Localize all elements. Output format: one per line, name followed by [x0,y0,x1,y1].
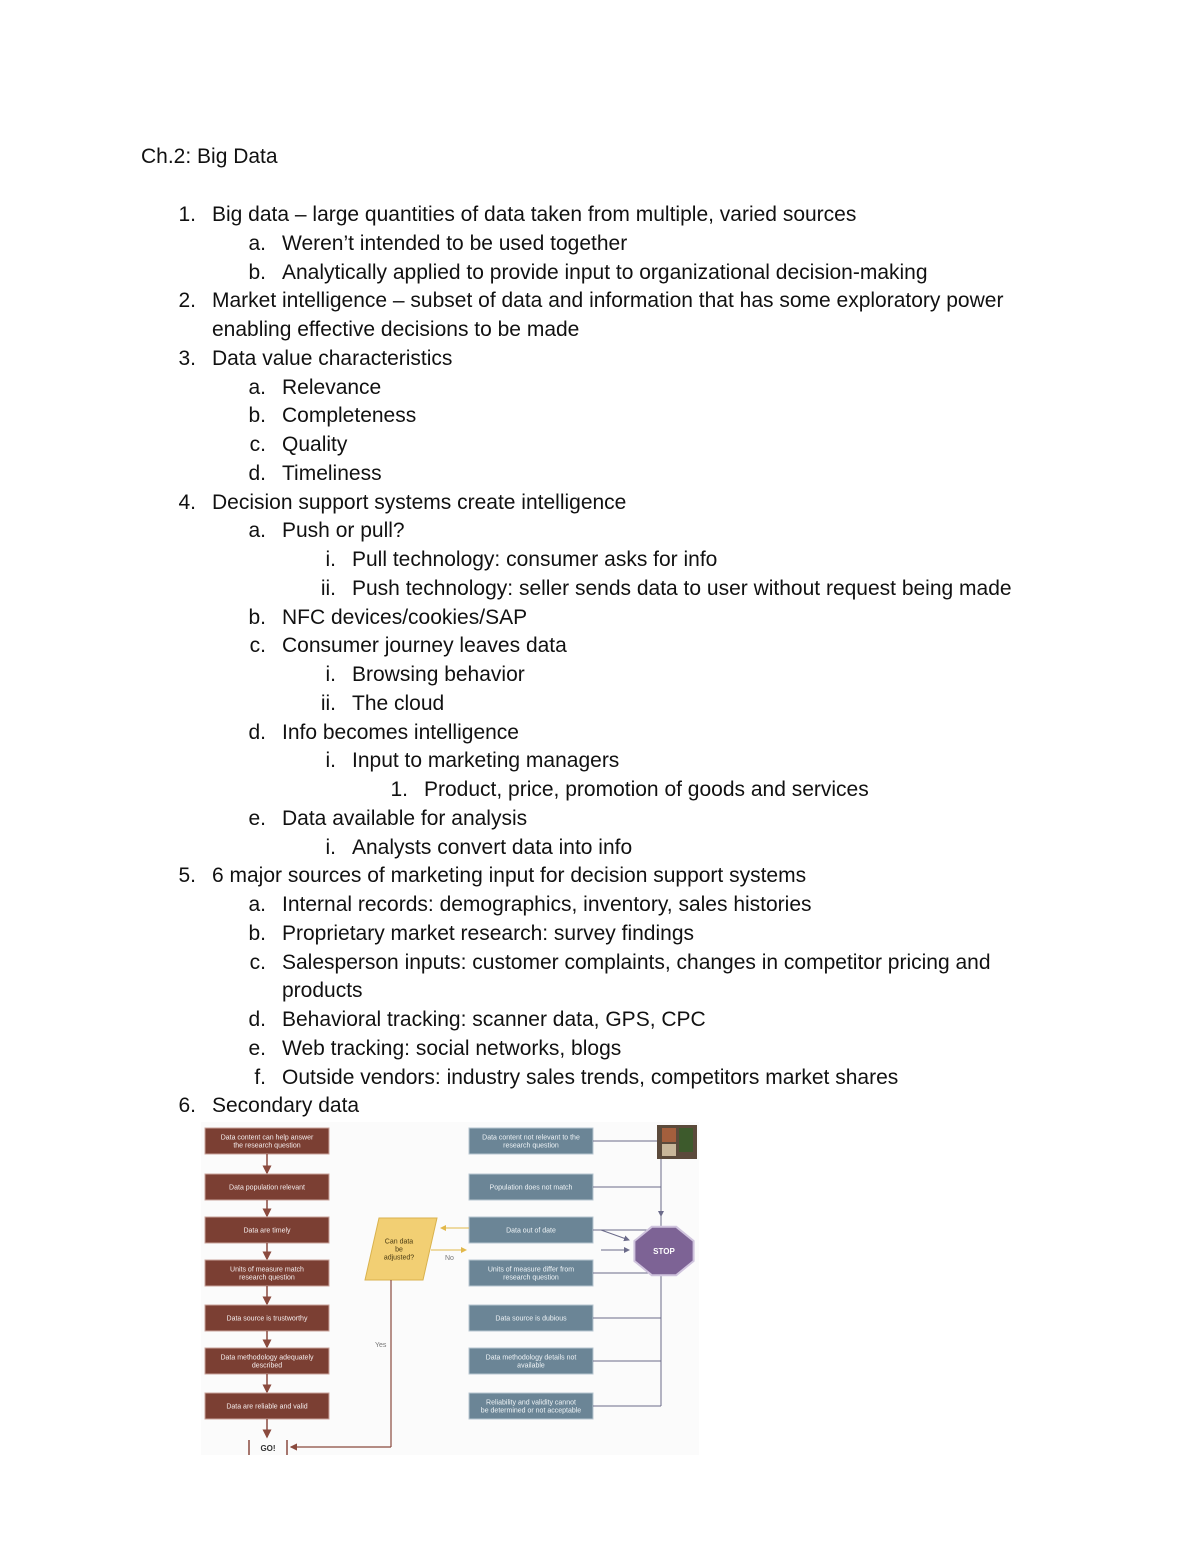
list-marker: b. [248,260,266,284]
list-marker: c. [249,950,266,974]
list-marker: d. [248,720,266,744]
list-marker: b. [248,605,266,629]
list-marker: b. [248,404,266,428]
flow-box-label: Units of measure differ from research question [487,1266,575,1282]
list-text: Product, price, promotion of goods and services [424,778,869,801]
stop-label: STOP [653,1247,675,1256]
list-marker: 4. [178,490,196,514]
list-text: The cloud [352,691,445,715]
list-marker: 5. [178,864,196,888]
list-text: 6 major sources of marketing input for decision support systems [212,864,807,888]
flow-box-label: Data are timely [243,1227,291,1235]
list-text: Analysts convert data into info [352,835,633,859]
list-marker: 1. [178,203,196,226]
flow-box-label: Units of measure match research question [230,1266,304,1282]
list-text: Salesperson inputs: customer complaints, changes in competitor pricing and [282,950,991,974]
list-text: Input to marketing managers [352,749,620,773]
list-marker: 6. [178,1094,196,1118]
list-marker: c. [249,433,266,456]
list-marker: a. [248,519,266,543]
corner-photo-detail [662,1128,676,1142]
list-marker: i. [325,749,336,773]
list-marker: a. [248,375,266,399]
list-text: Behavioral tracking: scanner data, GPS, CPC [282,1008,706,1031]
list-text: Pull technology: consumer asks for info [352,548,718,571]
flow-box-label: Data population relevant [229,1184,305,1192]
list-text: Data value characteristics [212,346,453,370]
list-marker: ii. [320,691,336,715]
list-text: NFC devices/cookies/SAP [282,605,528,629]
list-text: Push technology: seller sends data to user without request being made [352,576,1012,600]
list-text: Internal records: demographics, inventory, sales histories [282,893,812,916]
list-text: Big data – large quantities of data taken from multiple, varied sources [212,203,857,226]
list-marker: i. [325,835,336,859]
flow-box-label: Data source is dubious [495,1315,567,1323]
flow-box-label: Data methodology details not available [485,1354,577,1370]
list-text: Data available for analysis [282,806,528,830]
secondary-data-flowchart [201,1122,699,1455]
list-marker: ii. [320,576,336,600]
list-text: Market intelligence – subset of data and information that has some exploratory power [212,289,1004,313]
list-marker: a. [248,231,266,255]
flow-box-label: Data out of date [506,1227,556,1235]
flow-box-label: Data content not relevant to the research question [482,1134,580,1150]
list-marker: i. [325,663,336,686]
corner-photo-detail [679,1128,693,1152]
list-text: Timeliness [282,461,382,485]
no-label: No [445,1255,454,1262]
corner-photo-detail [662,1144,676,1156]
flow-box-label: Data are reliable and valid [226,1403,308,1411]
list-text: Weren’t intended to be used together [282,231,628,255]
list-marker: e. [248,1036,266,1060]
yes-label: Yes [375,1342,387,1349]
list-marker: d. [248,1008,266,1031]
list-text: Info becomes intelligence [282,720,519,744]
list-marker: a. [248,893,266,916]
flow-box-label: Reliability and validity cannot be determined or not acceptable [480,1399,582,1415]
flow-box-label: Data methodology adequately described [220,1354,314,1370]
list-marker: f. [254,1065,266,1089]
list-text: Proprietary market research: survey findings [282,921,694,945]
list-text: Completeness [282,404,417,428]
list-text: products [282,979,363,1003]
list-text: Browsing behavior [352,663,525,686]
list-text: Secondary data [212,1094,360,1118]
list-marker: d. [248,461,266,485]
flow-box-label: Data content can help answer the research question [220,1134,314,1150]
list-text: Relevance [282,375,382,399]
list-marker: 2. [178,289,196,313]
list-marker: b. [248,921,266,945]
list-text: Web tracking: social networks, blogs [282,1036,622,1060]
list-marker: 3. [178,346,196,370]
list-text: Outside vendors: industry sales trends, competitors market shares [282,1065,899,1089]
page-title: Ch.2: Big Data [141,145,278,168]
list-text: Consumer journey leaves data [282,634,567,658]
list-text: Analytically applied to provide input to organizational decision-making [282,260,928,284]
flow-box-label: Can data be adjusted? [383,1238,415,1262]
flow-arrow [601,1230,629,1240]
list-marker: c. [249,634,266,658]
list-marker: i. [325,548,336,571]
list-text: Quality [282,433,348,456]
list-text: enabling effective decisions to be made [212,318,580,341]
list-marker: e. [248,806,266,830]
list-text: Decision support systems create intelligence [212,490,627,514]
go-label: GO! [260,1444,276,1453]
flow-box-label: Population does not match [489,1184,573,1192]
list-text: Push or pull? [282,519,405,543]
flow-box-label: Data source is trustworthy [226,1315,308,1323]
list-marker: 1. [390,778,408,801]
